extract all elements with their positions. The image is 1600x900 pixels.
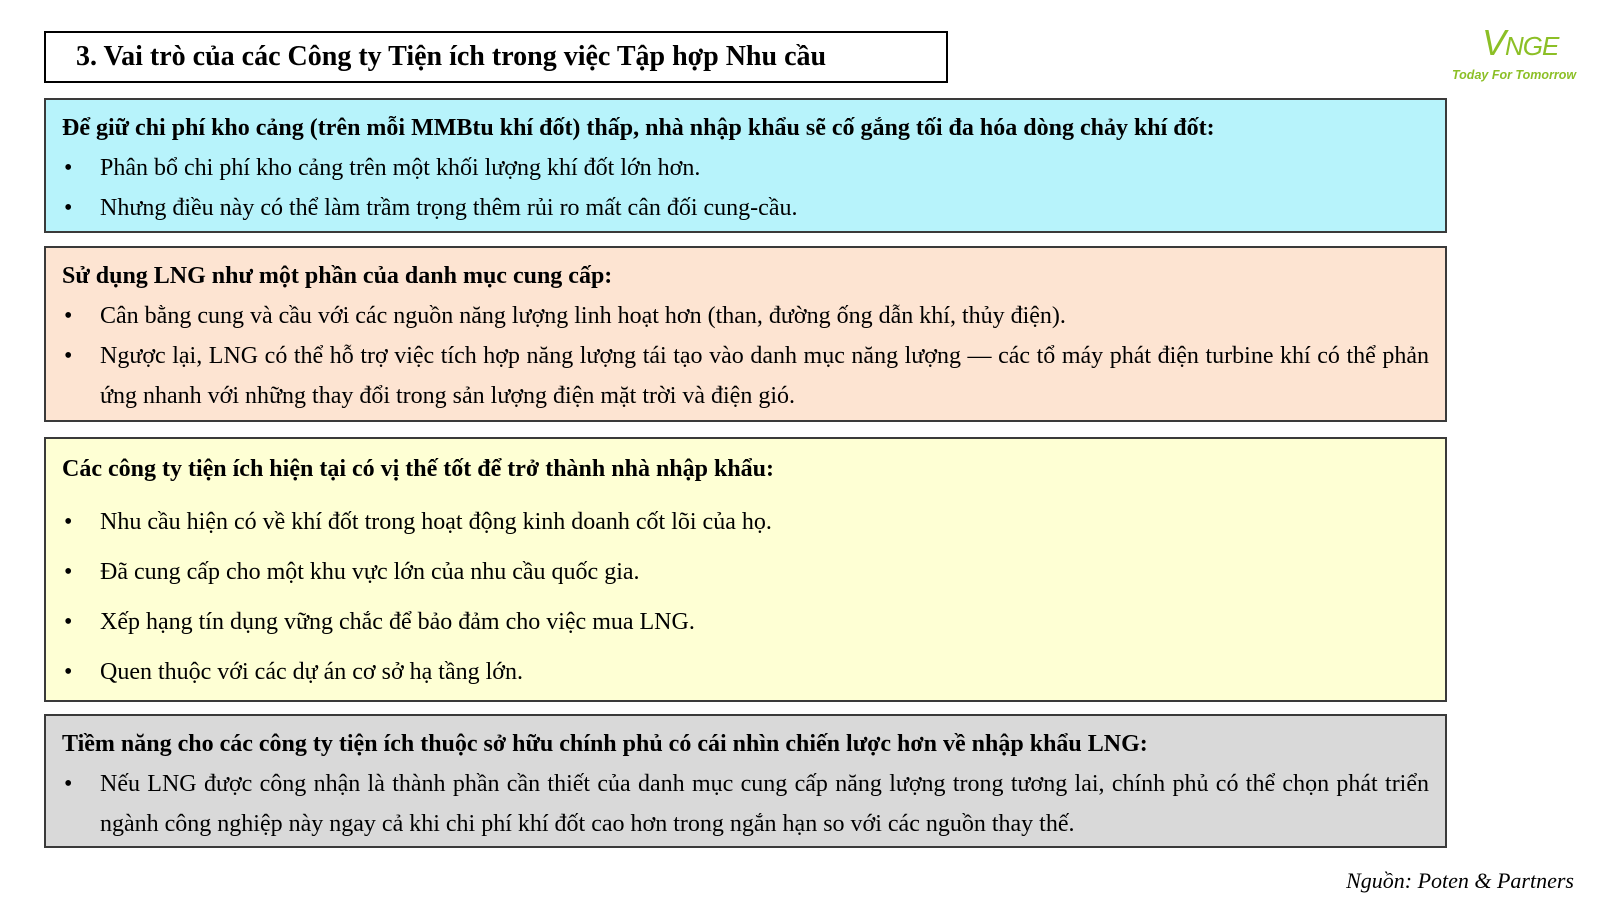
panel-heading: Tiềm năng cho các công ty tiện ích thuộc sở hữu chính phủ có cái nhìn chiến lược hơn về nhập khẩu LNG: bbox=[62, 731, 1148, 757]
list-item: • Quen thuộc với các dự án cơ sở hạ tầng lớn. bbox=[62, 647, 1429, 697]
bullet-icon: • bbox=[64, 343, 73, 369]
panel-heading: Sử dụng LNG như một phần của danh mục cung cấp: bbox=[62, 263, 613, 289]
bullet-icon: • bbox=[64, 155, 73, 181]
list-item: • Xếp hạng tín dụng vững chắc để bảo đảm cho việc mua LNG. bbox=[62, 597, 1429, 647]
list-item: • Phân bổ chi phí kho cảng trên một khối lượng khí đốt lớn hơn. bbox=[62, 148, 1429, 188]
vnge-logo bbox=[1446, 18, 1586, 88]
bullet-list bbox=[62, 148, 1429, 228]
bullet-icon: • bbox=[64, 195, 73, 221]
list-item: • Nếu LNG được công nhận là thành phần cần thiết của danh mục cung cấp năng lượng trong tương lai, chính phủ có thể chọn phát triển ngành công nghiệp này ngay cả khi chi phí khí đốt cao hơn trong ngắn hạn so với các nguồn thay thế. bbox=[62, 764, 1429, 844]
panel-government-utilities bbox=[44, 714, 1447, 848]
bullet-icon: • bbox=[64, 559, 73, 585]
bullet-icon: • bbox=[64, 771, 73, 797]
bullet-icon: • bbox=[64, 659, 73, 685]
panel-supply-portfolio bbox=[44, 246, 1447, 422]
list-item: • Nhu cầu hiện có về khí đốt trong hoạt động kinh doanh cốt lõi của họ. bbox=[62, 497, 1429, 547]
panel-utility-position bbox=[44, 437, 1447, 702]
logo-tagline: Today For Tomorrow bbox=[1452, 68, 1577, 82]
list-item: • Nhưng điều này có thể làm trầm trọng thêm rủi ro mất cân đối cung-cầu. bbox=[62, 188, 1429, 228]
page-title: 3. Vai trò của các Công ty Tiện ích trong việc Tập hợp Nhu cầu bbox=[44, 31, 948, 83]
panel-heading: Để giữ chi phí kho cảng (trên mỗi MMBtu khí đốt) thấp, nhà nhập khẩu sẽ cố gắng tối đa hóa dòng chảy khí đốt: bbox=[62, 115, 1215, 141]
bullet-icon: • bbox=[64, 609, 73, 635]
list-item: • Đã cung cấp cho một khu vực lớn của nhu cầu quốc gia. bbox=[62, 547, 1429, 597]
bullet-list bbox=[62, 497, 1429, 697]
bullet-list bbox=[62, 764, 1429, 844]
panel-heading: Các công ty tiện ích hiện tại có vị thế tốt để trở thành nhà nhập khẩu: bbox=[62, 456, 775, 482]
source-note: Nguồn: Poten & Partners bbox=[1346, 868, 1574, 893]
panel-storage-cost bbox=[44, 98, 1447, 233]
bullet-icon: • bbox=[64, 509, 73, 535]
bullet-list bbox=[62, 296, 1429, 416]
bullet-icon: • bbox=[64, 303, 73, 329]
list-item: • Cân bằng cung và cầu với các nguồn năng lượng linh hoạt hơn (than, đường ống dẫn khí, thủy điện). bbox=[62, 296, 1429, 336]
logo-wordmark: VNGE bbox=[1482, 22, 1559, 63]
list-item: • Ngược lại, LNG có thể hỗ trợ việc tích hợp năng lượng tái tạo vào danh mục năng lượng — các tổ máy phát điện turbine khí có thể phản ứng nhanh với những thay đổi trong sản lượng điện mặt trời và điện gió. bbox=[62, 336, 1429, 416]
